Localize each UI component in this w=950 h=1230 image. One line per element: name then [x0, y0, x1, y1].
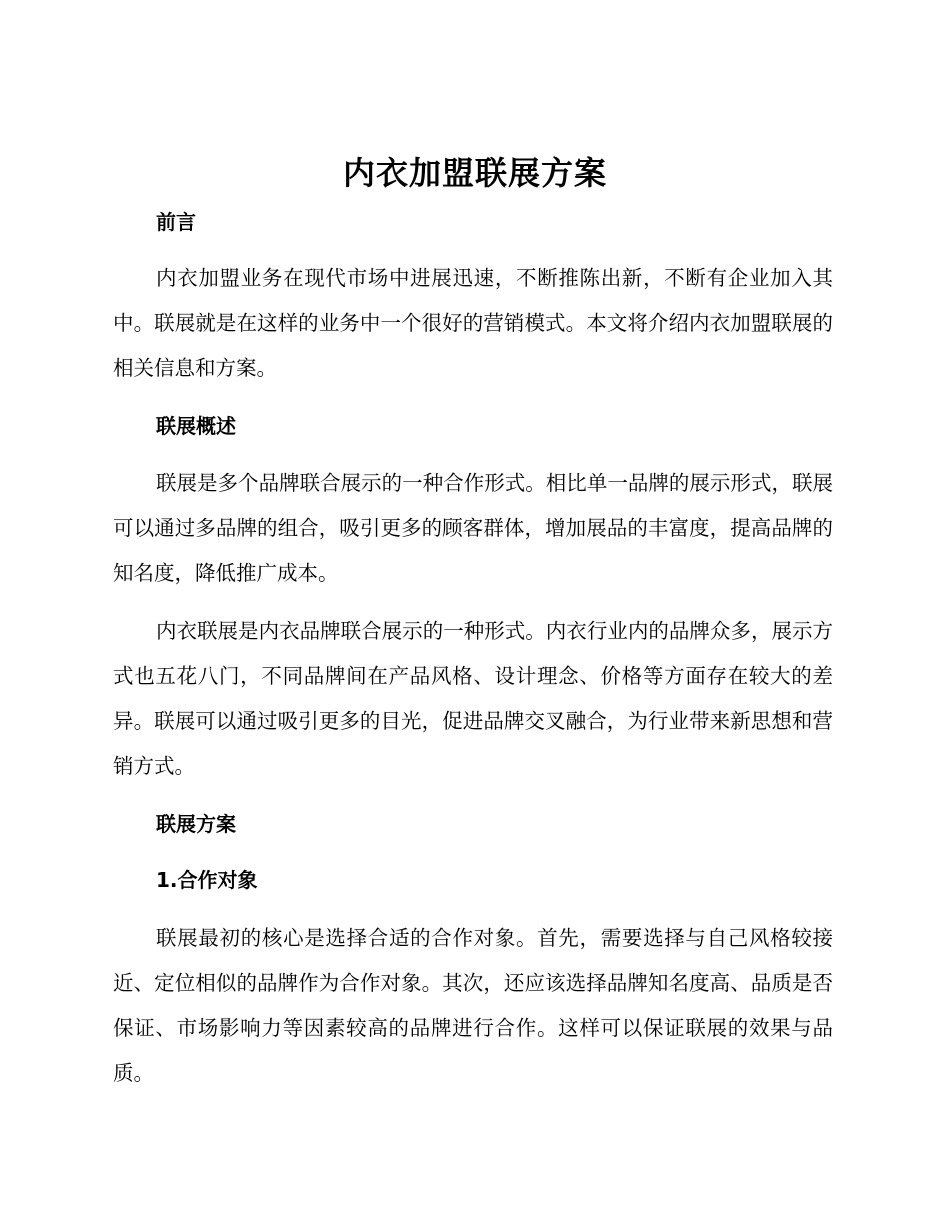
paragraph-partners: 联展最初的核心是选择合适的合作对象。首先，需要选择与自己风格较接近、定位相似的品牌作为合作对象。其次，还应该选择品牌知名度高、品质是否保证、市场影响力等因素较高的品牌进行合作。这样可以保证联展的效果与品质。 [113, 926, 833, 1085]
section-heading-plan: 联展方案 [156, 812, 236, 836]
paragraph-preface: 内衣加盟业务在现代市场中进展迅速，不断推陈出新，不断有企业加入其中。联展就是在这样的业务中一个很好的营销模式。本文将介绍内衣加盟联展的相关信息和方案。 [113, 266, 833, 380]
section-heading-overview: 联展概述 [156, 414, 236, 438]
document-title: 内衣加盟联展方案 [342, 154, 607, 192]
subheading-partners: 1.合作对象 [156, 868, 258, 892]
paragraph-overview-1: 联展是多个品牌联合展示的一种合作形式。相比单一品牌的展示形式，联展可以通过多品牌的组合，吸引更多的顾客群体，增加展品的丰富度，提高品牌的知名度，降低推广成本。 [113, 471, 833, 585]
paragraph-overview-2: 内衣联展是内衣品牌联合展示的一种形式。内衣行业内的品牌众多，展示方式也五花八门，不同品牌间在产品风格、设计理念、价格等方面存在较大的差异。联展可以通过吸引更多的目光，促进品牌交叉融合，为行业带来新思想和营销方式。 [113, 619, 833, 778]
section-heading-preface: 前言 [156, 210, 196, 234]
